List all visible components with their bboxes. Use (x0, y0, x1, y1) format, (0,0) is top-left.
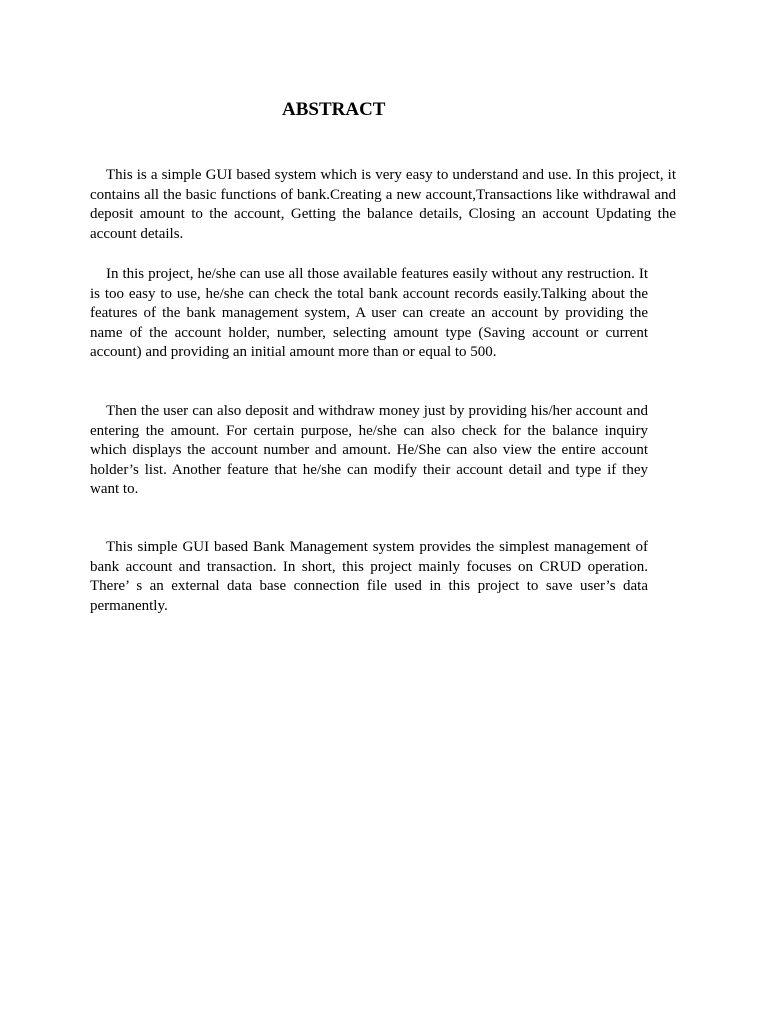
abstract-heading: ABSTRACT (282, 99, 386, 120)
abstract-paragraph-1: This is a simple GUI based system which is very easy to understand and use. In this project, it contains all the basic functions of bank.Creating a new account,Transactions like withdrawal and deposit amount to the account, Getting the balance details, Closing an account Updating the account details. (90, 167, 676, 242)
abstract-paragraph-2: In this project, he/she can use all those available features easily without any restruction. It is too easy to use, he/she can check the total bank account records easily.Talking about the features of the bank management system, A user can create an account by providing the name of the account holder, number, selecting amount type (Saving account or current account) and providing an initial amount more than or equal to 500. (90, 266, 648, 360)
abstract-paragraph-4: This simple GUI based Bank Management system provides the simplest management of bank account and transaction. In short, this project mainly focuses on CRUD operation. There’ s an external data base connection file used in this project to save user’s data permanently. (90, 539, 648, 614)
abstract-paragraph-3: Then the user can also deposit and withdraw money just by providing his/her account and entering the amount. For certain purpose, he/she can also check for the balance inquiry which displays the account number and amount. He/She can also view the entire account holder’s list. Another feature that he/she can modify their account detail and type if they want to. (90, 403, 648, 497)
